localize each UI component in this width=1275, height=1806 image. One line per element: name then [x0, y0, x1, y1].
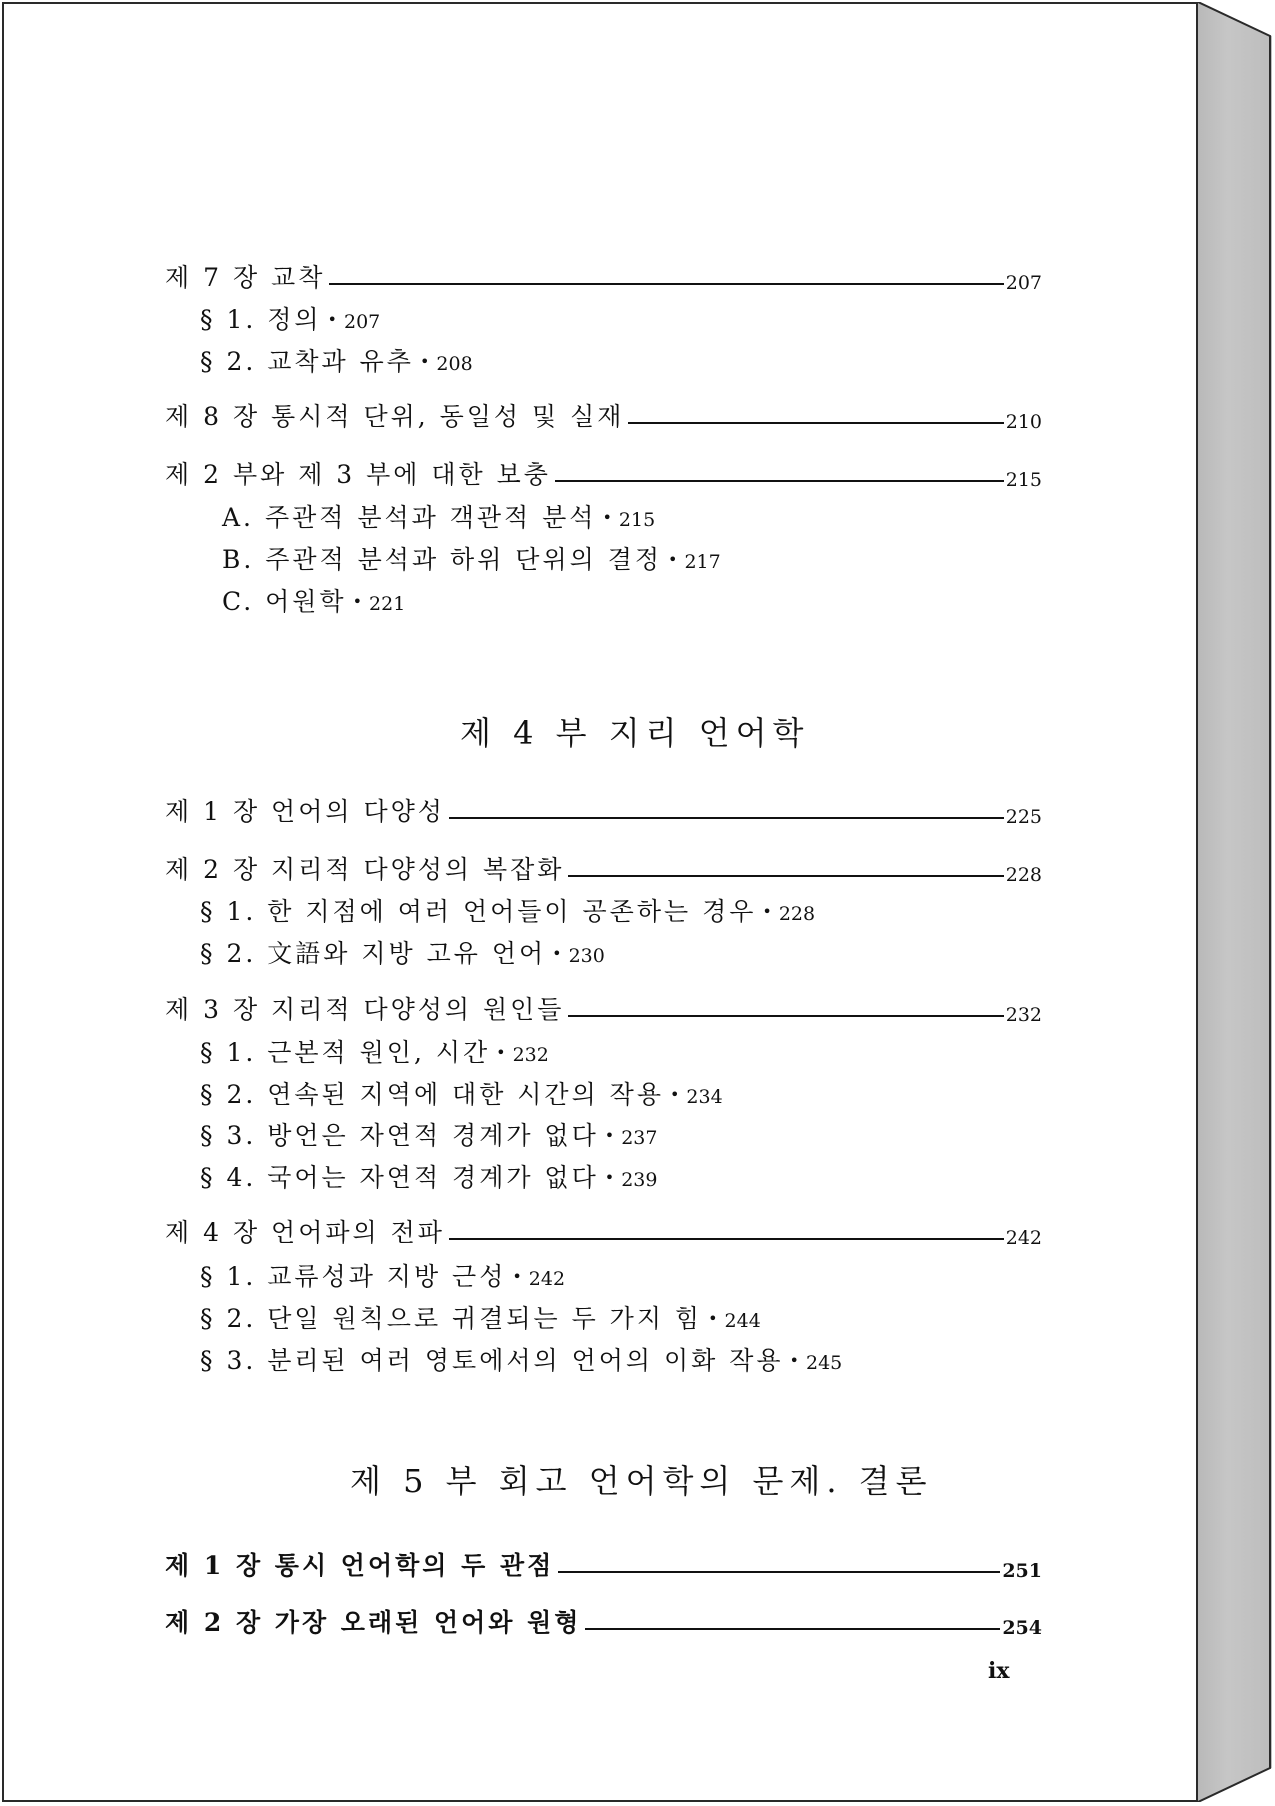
page-number: 207 — [1005, 272, 1042, 294]
page-number: 237 — [621, 1127, 658, 1149]
separator-dot: • — [327, 310, 340, 329]
leader-line — [449, 817, 1004, 819]
page-number: 217 — [684, 551, 721, 573]
separator-dot: • — [762, 902, 775, 921]
toc-section-label: B. 주관적 분석과 하위 단위의 결정 — [222, 545, 663, 574]
toc-supplement-a[interactable] — [222, 498, 655, 534]
toc-section-label: § 4. 국어는 자연적 경계가 없다 — [200, 1163, 599, 1192]
part-5-title: 제 5 부 회고 언어학의 문제. 결론 — [350, 1462, 933, 1500]
toc-part4-chapter-3[interactable] — [165, 990, 1042, 1026]
page-number: 210 — [1005, 411, 1042, 433]
toc-section-label: § 2. 교착과 유추 — [200, 347, 414, 376]
toc-chapter-7[interactable] — [165, 258, 1042, 294]
separator-dot: • — [789, 1351, 802, 1370]
toc-section-4-4-1[interactable] — [200, 1257, 565, 1293]
toc-section-label: § 1. 근본적 원인, 시간 — [200, 1038, 491, 1067]
page-folio: ix — [988, 1658, 1010, 1684]
page-number: 244 — [724, 1310, 761, 1332]
toc-section-4-4-3[interactable] — [200, 1341, 842, 1377]
toc-part5-chapter-2[interactable] — [165, 1603, 1042, 1639]
page-edge-shading — [1198, 2, 1272, 1802]
page-number: 207 — [343, 311, 381, 333]
page-number: 232 — [1005, 1004, 1042, 1026]
separator-dot: • — [602, 508, 615, 527]
toc-section-label: C. 어원학 — [222, 587, 347, 616]
toc-section-7-2[interactable] — [200, 342, 473, 378]
toc-section-label: § 3. 분리된 여러 영토에서의 언어의 이화 작용 — [200, 1346, 784, 1375]
toc-section-4-3-1[interactable] — [200, 1033, 549, 1069]
toc-chapter-label: 제 4 장 언어파의 전파 — [165, 1218, 445, 1247]
toc-part5-chapter-1[interactable] — [165, 1546, 1042, 1582]
toc-section-4-3-3[interactable] — [200, 1116, 657, 1152]
separator-dot: • — [419, 352, 433, 371]
toc-section-4-2-1[interactable] — [200, 892, 815, 928]
toc-section-label: § 2. 단일 원칙으로 귀결되는 두 가지 힘 — [200, 1304, 703, 1333]
separator-dot: • — [552, 944, 565, 963]
toc-section-label: § 3. 방언은 자연적 경계가 없다 — [200, 1121, 599, 1150]
separator-dot: • — [708, 1309, 721, 1328]
leader-line — [568, 875, 1003, 877]
toc-part4-chapter-1[interactable] — [165, 792, 1042, 828]
leader-line — [555, 480, 1004, 482]
toc-chapter-8[interactable] — [165, 397, 1042, 433]
page-number: 242 — [1005, 1227, 1042, 1249]
separator-dot: • — [352, 592, 366, 611]
toc-chapter-label: 제 1 장 언어의 다양성 — [165, 797, 445, 826]
toc-section-label: A. 주관적 분석과 객관적 분석 — [222, 503, 597, 532]
leader-line — [449, 1238, 1004, 1240]
separator-dot: • — [604, 1168, 618, 1187]
separator-dot: • — [512, 1267, 525, 1286]
toc-chapter-label: 제 2 장 지리적 다양성의 복잡화 — [165, 855, 565, 884]
leader-line — [568, 1015, 1003, 1017]
page-number: 208 — [436, 353, 473, 375]
toc-supplement-b[interactable] — [222, 540, 721, 576]
page-number: 228 — [778, 903, 816, 925]
page-number: 242 — [528, 1268, 566, 1290]
toc-chapter-label: 제 2 장 가장 오래된 언어와 원형 — [165, 1608, 582, 1637]
leader-line — [558, 1571, 1000, 1573]
toc-section-4-3-4[interactable] — [200, 1158, 657, 1194]
toc-section-7-1[interactable] — [200, 300, 380, 336]
toc-section-label: § 1. 교류성과 지방 근성 — [200, 1262, 507, 1291]
toc-chapter-label: 제 2 부와 제 3 부에 대한 보충 — [165, 460, 551, 489]
toc-section-label: § 2. 文語와 지방 고유 언어 — [200, 939, 547, 968]
toc-section-label: § 1. 한 지점에 여러 언어들이 공존하는 경우 — [200, 897, 757, 926]
page-number: 232 — [512, 1044, 549, 1066]
part-4-title: 제 4 부 지리 언어학 — [460, 714, 810, 752]
toc-part4-chapter-4[interactable] — [165, 1213, 1042, 1249]
separator-dot: • — [668, 550, 681, 569]
leader-line — [628, 422, 1003, 424]
page-number: 239 — [621, 1169, 658, 1191]
toc-chapter-label: 제 1 장 통시 언어학의 두 관점 — [165, 1551, 555, 1580]
toc-chapter-label: 제 3 장 지리적 다양성의 원인들 — [165, 995, 565, 1024]
page-number: 230 — [568, 945, 605, 967]
page-number: 254 — [1002, 1617, 1042, 1639]
page-number: 221 — [369, 593, 406, 615]
toc-chapter-label: 제 7 장 교착 — [165, 263, 326, 292]
toc-section-4-2-2[interactable] — [200, 934, 605, 970]
toc-part4-chapter-2[interactable] — [165, 850, 1042, 886]
page-number: 215 — [1005, 469, 1042, 491]
page-number: 234 — [686, 1086, 723, 1108]
separator-dot: • — [604, 1126, 618, 1145]
separator-dot: • — [669, 1085, 683, 1104]
toc-section-label: § 2. 연속된 지역에 대한 시간의 작용 — [200, 1080, 664, 1109]
toc-section-4-4-2[interactable] — [200, 1299, 761, 1335]
page-number: 245 — [805, 1352, 843, 1374]
page-number: 215 — [618, 509, 656, 531]
toc-section-4-3-2[interactable] — [200, 1075, 723, 1111]
toc-supplement-c[interactable] — [222, 582, 405, 618]
toc-supplement[interactable] — [165, 455, 1042, 491]
separator-dot: • — [496, 1043, 509, 1062]
page-number: 225 — [1005, 806, 1042, 828]
page-number: 251 — [1002, 1560, 1042, 1582]
toc-chapter-label: 제 8 장 통시적 단위, 동일성 및 실재 — [165, 402, 625, 431]
leader-line — [329, 283, 1003, 285]
page-number: 228 — [1005, 864, 1042, 886]
leader-line — [585, 1628, 1000, 1630]
toc-section-label: § 1. 정의 — [200, 305, 322, 334]
